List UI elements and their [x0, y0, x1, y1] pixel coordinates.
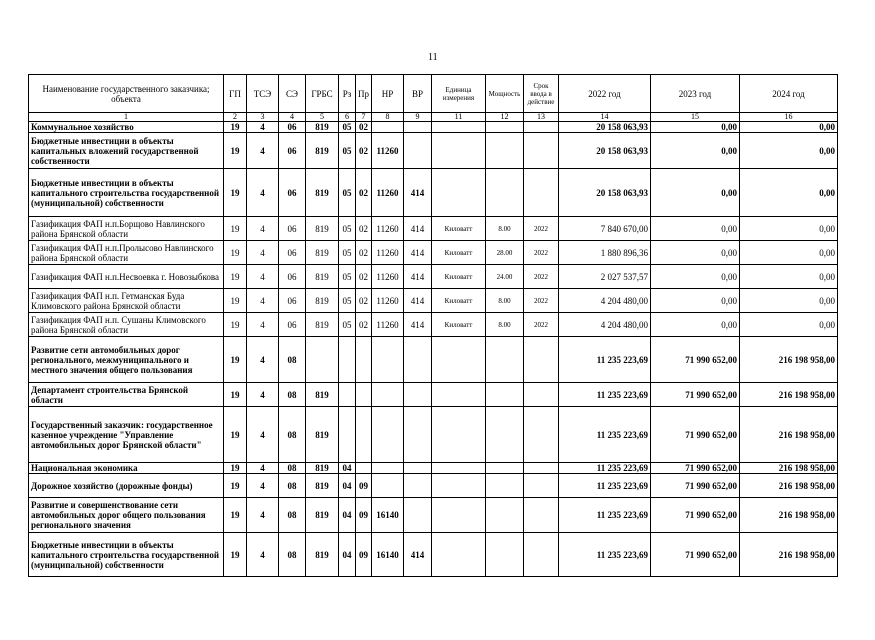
table-row — [29, 289, 838, 313]
table-cell: 7 840 670,00 — [559, 217, 651, 241]
table-cell — [486, 533, 524, 577]
table-cell: 0,00 — [651, 217, 740, 241]
table-cell: 4 — [247, 169, 279, 217]
table-cell: Киловатт — [432, 241, 486, 265]
table-cell: 11260 — [372, 133, 404, 169]
table-cell: 819 — [306, 533, 339, 577]
column-number: 12 — [486, 113, 524, 122]
header-grbs: ГРБС — [306, 75, 339, 113]
table-cell: 02 — [356, 217, 372, 241]
table-cell: 08 — [279, 337, 306, 383]
column-number: 7 — [356, 113, 372, 122]
table-cell — [432, 474, 486, 498]
table-cell: 4 — [247, 265, 279, 289]
table-cell — [339, 407, 356, 463]
table-cell: 819 — [306, 463, 339, 474]
table-cell — [356, 383, 372, 407]
column-number: 15 — [651, 113, 740, 122]
header-2022: 2022 год — [559, 75, 651, 113]
column-number: 6 — [339, 113, 356, 122]
table-row — [29, 217, 838, 241]
table-cell — [432, 533, 486, 577]
header-2023: 2023 год — [651, 75, 740, 113]
table-cell: 4 — [247, 383, 279, 407]
table-cell: 08 — [279, 463, 306, 474]
table-cell — [486, 383, 524, 407]
header-name: Наименование государственного заказчика; объекта — [29, 75, 224, 113]
table-cell — [404, 133, 432, 169]
page-number: 11 — [428, 52, 438, 63]
table-cell: 28.00 — [486, 241, 524, 265]
table-cell: 04 — [339, 498, 356, 533]
table-cell: 11260 — [372, 217, 404, 241]
table-cell: 09 — [356, 498, 372, 533]
table-cell: 02 — [356, 169, 372, 217]
table-cell — [372, 383, 404, 407]
table-cell — [306, 337, 339, 383]
table-cell: 20 158 063,93 — [559, 169, 651, 217]
table-cell: 4 204 480,00 — [559, 313, 651, 337]
table-cell: 06 — [279, 169, 306, 217]
table-cell: 05 — [339, 313, 356, 337]
row-name-cell: Бюджетные инвестиции в объекты капитального строительства государственной (муниципальной) собственности — [29, 169, 224, 217]
table-cell: 2022 — [524, 313, 559, 337]
table-cell: 02 — [356, 241, 372, 265]
table-cell: 24.00 — [486, 265, 524, 289]
table-cell: 05 — [339, 217, 356, 241]
table-cell: 4 204 480,00 — [559, 289, 651, 313]
table-cell: 06 — [279, 241, 306, 265]
row-name-cell: Газификация ФАП н.п. Сушаны Климовского района Брянской области — [29, 313, 224, 337]
table-cell: 05 — [339, 289, 356, 313]
header-gp: ГП — [224, 75, 247, 113]
table-row — [29, 133, 838, 169]
column-number: 3 — [247, 113, 279, 122]
table-cell: 16140 — [372, 533, 404, 577]
table-cell: 71 990 652,00 — [651, 383, 740, 407]
table-cell: 02 — [356, 289, 372, 313]
table-cell — [486, 337, 524, 383]
table-cell — [524, 122, 559, 133]
table-cell: Киловатт — [432, 265, 486, 289]
table-row — [29, 169, 838, 217]
table-cell: 216 198 958,00 — [740, 463, 838, 474]
table-cell — [524, 533, 559, 577]
table-cell — [432, 122, 486, 133]
table-cell: 414 — [404, 289, 432, 313]
table-cell — [486, 169, 524, 217]
table-cell: 71 990 652,00 — [651, 337, 740, 383]
table-cell: 05 — [339, 241, 356, 265]
table-cell: 819 — [306, 169, 339, 217]
table-row — [29, 265, 838, 289]
header-capacity: Мощность — [486, 75, 524, 113]
table-cell: Киловатт — [432, 217, 486, 241]
table-cell: 19 — [224, 313, 247, 337]
row-name-cell: Бюджетные инвестиции в объекты капитального строительства государственной (муниципальной) собственности — [29, 533, 224, 577]
table-cell: 216 198 958,00 — [740, 474, 838, 498]
table-cell: 0,00 — [651, 289, 740, 313]
table-row — [29, 407, 838, 463]
table-cell: 05 — [339, 133, 356, 169]
table-cell: 19 — [224, 337, 247, 383]
table-cell: 06 — [279, 133, 306, 169]
row-name-cell: Департамент строительства Брянской области — [29, 383, 224, 407]
table-cell — [432, 133, 486, 169]
column-number-row — [29, 113, 838, 122]
table-cell: 819 — [306, 289, 339, 313]
table-cell: 0,00 — [740, 241, 838, 265]
column-number: 11 — [432, 113, 486, 122]
table-cell: Киловатт — [432, 313, 486, 337]
table-cell: 819 — [306, 265, 339, 289]
table-cell — [404, 498, 432, 533]
table-cell: 02 — [356, 313, 372, 337]
table-cell — [432, 169, 486, 217]
table-cell — [524, 498, 559, 533]
table-cell — [432, 383, 486, 407]
header-se: СЭ — [279, 75, 306, 113]
header-pr: Пр — [356, 75, 372, 113]
table-cell — [404, 383, 432, 407]
table-cell: 71 990 652,00 — [651, 498, 740, 533]
table-cell: 8.00 — [486, 289, 524, 313]
table-cell: 819 — [306, 122, 339, 133]
table-cell: 19 — [224, 474, 247, 498]
table-cell — [524, 169, 559, 217]
table-cell: 08 — [279, 498, 306, 533]
table-cell: 2 027 537,57 — [559, 265, 651, 289]
header-nr: НР — [372, 75, 404, 113]
row-name-cell: Бюджетные инвестиции в объекты капитальных вложений государственной собственности — [29, 133, 224, 169]
table-cell: 16140 — [372, 498, 404, 533]
table-cell: 0,00 — [740, 217, 838, 241]
table-cell: 71 990 652,00 — [651, 407, 740, 463]
table-cell: 2022 — [524, 265, 559, 289]
table-cell: 0,00 — [740, 265, 838, 289]
table-cell: 19 — [224, 217, 247, 241]
table-cell: 4 — [247, 241, 279, 265]
header-vr: ВР — [404, 75, 432, 113]
table-cell: 19 — [224, 169, 247, 217]
column-number: 13 — [524, 113, 559, 122]
table-cell — [524, 383, 559, 407]
row-name-cell: Дорожное хозяйство (дорожные фонды) — [29, 474, 224, 498]
table-cell: 11260 — [372, 313, 404, 337]
table-cell: 04 — [339, 474, 356, 498]
table-row — [29, 383, 838, 407]
table-cell — [372, 122, 404, 133]
header-2024: 2024 год — [740, 75, 838, 113]
table-cell: 0,00 — [651, 133, 740, 169]
column-number: 4 — [279, 113, 306, 122]
table-cell — [524, 474, 559, 498]
table-cell: 4 — [247, 463, 279, 474]
table-cell: 19 — [224, 289, 247, 313]
table-cell: 414 — [404, 217, 432, 241]
table-cell: 71 990 652,00 — [651, 463, 740, 474]
table-cell: 0,00 — [740, 313, 838, 337]
table-cell — [486, 474, 524, 498]
header-unit: Единица измерения — [432, 75, 486, 113]
table-cell: 11 235 223,69 — [559, 383, 651, 407]
table-cell: 8.00 — [486, 313, 524, 337]
table-cell: 414 — [404, 313, 432, 337]
table-cell: 819 — [306, 241, 339, 265]
column-number: 8 — [372, 113, 404, 122]
table-row — [29, 313, 838, 337]
table-cell — [432, 463, 486, 474]
table-cell: 0,00 — [651, 313, 740, 337]
table-cell: 08 — [279, 383, 306, 407]
table-cell: 4 — [247, 498, 279, 533]
table-row — [29, 533, 838, 577]
row-name-cell: Национальная экономика — [29, 463, 224, 474]
table-cell: 216 198 958,00 — [740, 383, 838, 407]
table-cell: 19 — [224, 498, 247, 533]
table-cell: 19 — [224, 407, 247, 463]
table-cell: 819 — [306, 217, 339, 241]
table-cell: 414 — [404, 533, 432, 577]
table-row — [29, 122, 838, 133]
table-cell: 02 — [356, 265, 372, 289]
table-cell: 11 235 223,69 — [559, 337, 651, 383]
table-cell — [339, 337, 356, 383]
table-cell: 04 — [339, 533, 356, 577]
table-cell: 06 — [279, 217, 306, 241]
table-cell — [486, 133, 524, 169]
table-cell: 19 — [224, 122, 247, 133]
table-cell: 08 — [279, 533, 306, 577]
table-cell: 11 235 223,69 — [559, 474, 651, 498]
row-name-cell: Газификация ФАП н.п.Борщово Навлинского района Брянской области — [29, 217, 224, 241]
table-cell: 216 198 958,00 — [740, 498, 838, 533]
column-number: 16 — [740, 113, 838, 122]
table-cell: 19 — [224, 241, 247, 265]
table-cell: 4 — [247, 533, 279, 577]
header-rz: Рз — [339, 75, 356, 113]
table-cell — [524, 407, 559, 463]
table-cell: 216 198 958,00 — [740, 337, 838, 383]
table-cell: 02 — [356, 133, 372, 169]
table-cell: 11260 — [372, 241, 404, 265]
budget-table — [28, 74, 838, 577]
row-name-cell: Коммунальное хозяйство — [29, 122, 224, 133]
table-cell: 71 990 652,00 — [651, 533, 740, 577]
table-cell — [486, 407, 524, 463]
table-cell: 05 — [339, 169, 356, 217]
row-name-cell: Государственный заказчик: государственное казенное учреждение "Управление автомобильных дорог Брянской области" — [29, 407, 224, 463]
table-cell: 11260 — [372, 169, 404, 217]
table-cell: 20 158 063,93 — [559, 122, 651, 133]
table-cell: 09 — [356, 533, 372, 577]
table-cell: 20 158 063,93 — [559, 133, 651, 169]
table-cell — [404, 337, 432, 383]
table-cell — [486, 498, 524, 533]
table-cell: 06 — [279, 313, 306, 337]
table-cell: 0,00 — [740, 169, 838, 217]
table-cell: 11 235 223,69 — [559, 407, 651, 463]
table-cell: 05 — [339, 122, 356, 133]
table-cell: 0,00 — [651, 122, 740, 133]
column-number: 5 — [306, 113, 339, 122]
table-cell — [404, 463, 432, 474]
table-cell — [432, 498, 486, 533]
row-name-cell: Газификация ФАП н.п.Пролысово Навлинского района Брянской области — [29, 241, 224, 265]
header-commissioning: Срок ввода в действие — [524, 75, 559, 113]
table-cell — [524, 133, 559, 169]
table-cell: 19 — [224, 383, 247, 407]
table-cell: 819 — [306, 498, 339, 533]
table-cell: 0,00 — [651, 241, 740, 265]
column-number: 2 — [224, 113, 247, 122]
table-cell — [524, 463, 559, 474]
table-cell: 4 — [247, 337, 279, 383]
table-cell — [404, 407, 432, 463]
table-cell: 2022 — [524, 217, 559, 241]
table-row — [29, 337, 838, 383]
table-cell — [356, 463, 372, 474]
table-cell: 0,00 — [740, 289, 838, 313]
table-cell: 819 — [306, 313, 339, 337]
table-cell: 216 198 958,00 — [740, 533, 838, 577]
table-cell: 11 235 223,69 — [559, 463, 651, 474]
table-cell — [372, 407, 404, 463]
table-cell: 4 — [247, 122, 279, 133]
table-cell: Киловатт — [432, 289, 486, 313]
table-cell: 06 — [279, 265, 306, 289]
table-cell: 08 — [279, 407, 306, 463]
table-cell: 11260 — [372, 289, 404, 313]
table-row — [29, 463, 838, 474]
table-cell: 71 990 652,00 — [651, 474, 740, 498]
table-cell: 06 — [279, 122, 306, 133]
table-cell: 09 — [356, 474, 372, 498]
table-cell: 1 880 896,36 — [559, 241, 651, 265]
table-cell: 19 — [224, 463, 247, 474]
table-cell: 19 — [224, 533, 247, 577]
table-cell — [486, 463, 524, 474]
table-cell — [372, 337, 404, 383]
row-name-cell: Газификация ФАП н.п. Гетманская Буда Климовского района Брянской области — [29, 289, 224, 313]
table-cell — [524, 337, 559, 383]
table-cell: 2022 — [524, 241, 559, 265]
table-cell: 08 — [279, 474, 306, 498]
table-cell: 4 — [247, 133, 279, 169]
table-cell — [356, 337, 372, 383]
table-cell: 819 — [306, 383, 339, 407]
table-cell: 4 — [247, 313, 279, 337]
table-cell: 0,00 — [651, 265, 740, 289]
table-cell: 216 198 958,00 — [740, 407, 838, 463]
table-cell: 8.00 — [486, 217, 524, 241]
table-cell: 4 — [247, 407, 279, 463]
table-cell — [372, 463, 404, 474]
table-cell: 11 235 223,69 — [559, 533, 651, 577]
table-cell: 4 — [247, 474, 279, 498]
table-row — [29, 474, 838, 498]
table-cell: 11 235 223,69 — [559, 498, 651, 533]
table-cell: 819 — [306, 474, 339, 498]
header-tse: ТСЭ — [247, 75, 279, 113]
table-cell — [356, 407, 372, 463]
table-cell: 414 — [404, 265, 432, 289]
table-cell — [486, 122, 524, 133]
table-cell: 02 — [356, 122, 372, 133]
table-cell: 06 — [279, 289, 306, 313]
table-cell: 19 — [224, 265, 247, 289]
table-cell — [339, 383, 356, 407]
column-number: 9 — [404, 113, 432, 122]
column-number: 14 — [559, 113, 651, 122]
table-cell: 414 — [404, 169, 432, 217]
table-cell — [432, 407, 486, 463]
table-cell — [404, 122, 432, 133]
table-cell — [432, 337, 486, 383]
row-name-cell: Развитие сети автомобильных дорог регионального, межмуниципального и местного значения общего пользования — [29, 337, 224, 383]
table-cell: 19 — [224, 133, 247, 169]
table-cell — [372, 474, 404, 498]
table-cell: 0,00 — [740, 133, 838, 169]
table-cell: 04 — [339, 463, 356, 474]
table-cell — [404, 474, 432, 498]
row-name-cell: Развитие и совершенствование сети автомобильных дорог общего пользования регионального значения — [29, 498, 224, 533]
table-cell: 05 — [339, 265, 356, 289]
table-cell: 819 — [306, 407, 339, 463]
row-name-cell: Газификация ФАП н.п.Несвоевка г. Новозыбкова — [29, 265, 224, 289]
column-number: 1 — [29, 113, 224, 122]
table-cell: 819 — [306, 133, 339, 169]
table-cell: 414 — [404, 241, 432, 265]
table-cell: 11260 — [372, 265, 404, 289]
header-row — [29, 75, 838, 113]
table-cell: 4 — [247, 289, 279, 313]
table-cell: 0,00 — [651, 169, 740, 217]
table-row — [29, 241, 838, 265]
table-cell: 0,00 — [740, 122, 838, 133]
table-row — [29, 498, 838, 533]
table-cell: 4 — [247, 217, 279, 241]
table-cell: 2022 — [524, 289, 559, 313]
